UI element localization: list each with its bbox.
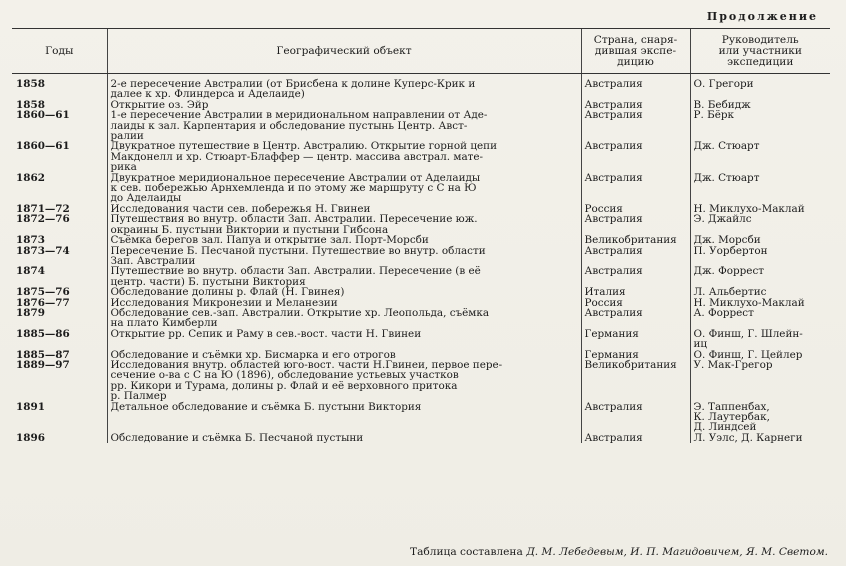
cell-leader: Дж. Стюарт bbox=[690, 173, 830, 204]
cell-leader: П. Уорбертон bbox=[690, 246, 830, 267]
cell-leader: О. Финш, Г. Цейлер bbox=[690, 350, 830, 360]
expeditions-table bbox=[12, 28, 830, 443]
table-row bbox=[12, 110, 830, 141]
cell-object: Исследования внутр. областей юго-вост. части Н.Гвинеи, первое пере- сечение о-ва с С на Ю (1896), обследование устьевых участков рр. Кикори и Турама, долины р. Флай и её верховного притока р. Палмер bbox=[107, 360, 581, 402]
cell-leader: Дж. Форрест bbox=[690, 266, 830, 287]
table-row bbox=[12, 329, 830, 350]
cell-object: 2-е пересечение Австралии (от Брисбена к долине Куперс-Крик и далее к хр. Флиндерса и Аделаиде) bbox=[107, 74, 581, 100]
cell-leader: Н. Миклухо-Маклай bbox=[690, 204, 830, 214]
table-row bbox=[12, 360, 830, 402]
table-row bbox=[12, 308, 830, 329]
cell-year: 1858 bbox=[16, 78, 45, 90]
header-object: Географический объект bbox=[107, 29, 581, 74]
cell-year: 1889—97 bbox=[16, 358, 70, 371]
cell-object: Детальное обследование и съёмка Б. пустыни Виктория bbox=[107, 402, 581, 433]
table-footer bbox=[410, 546, 828, 558]
cell-year: 1876—77 bbox=[16, 296, 70, 309]
cell-country: Австралия bbox=[581, 74, 690, 100]
cell-leader: А. Форрест bbox=[690, 308, 830, 329]
cell-object: Открытие рр. Сепик и Раму в сев.-вост. части Н. Гвинеи bbox=[107, 329, 581, 350]
cell-leader: У. Мак-Грегор bbox=[690, 360, 830, 402]
cell-country: Россия bbox=[581, 298, 690, 308]
cell-object: Пересечение Б. Песчаной пустыни. Путешествие во внутр. области Зап. Австралии bbox=[107, 246, 581, 267]
cell-object: Обследование долины р. Флай (Н. Гвинея) bbox=[107, 287, 581, 297]
cell-year: 1885—87 bbox=[16, 348, 70, 361]
cell-object: 1-е пересечение Австралии в меридиональном направлении от Аде- лаиды к зал. Карпентария и обследование пустынь Центр. Авст- ралии bbox=[107, 110, 581, 141]
cell-object: Обследование и съёмка Б. Песчаной пустыни bbox=[107, 433, 581, 443]
cell-object: Путешествия во внутр. области Зап. Австралии. Пересечение юж. окраины Б. пустыни Виктории и пустыни Гибсона bbox=[107, 214, 581, 235]
cell-object: Съёмка берегов зал. Папуа и открытие зал. Порт-Морсби bbox=[107, 235, 581, 245]
cell-leader: Л. Уэлс, Д. Карнеги bbox=[690, 433, 830, 443]
cell-year: 1873 bbox=[16, 234, 45, 247]
cell-country: Австралия bbox=[581, 110, 690, 141]
cell-leader: Л. Альбертис bbox=[690, 287, 830, 297]
cell-country: Австралия bbox=[581, 214, 690, 235]
table-body bbox=[12, 74, 830, 444]
cell-year: 1891 bbox=[16, 400, 45, 413]
table-row bbox=[12, 141, 830, 172]
table-row bbox=[12, 235, 830, 245]
cell-object: Исследования Микронезии и Меланезии bbox=[107, 298, 581, 308]
table-row bbox=[12, 402, 830, 433]
cell-leader: О. Грегори bbox=[690, 74, 830, 100]
header-leader: Руководитель или участники экспедиции bbox=[690, 29, 830, 74]
table-row bbox=[12, 173, 830, 204]
cell-country: Великобритания bbox=[581, 360, 690, 402]
cell-year: 1873—74 bbox=[16, 244, 70, 257]
cell-country: Австралия bbox=[581, 246, 690, 267]
table-row bbox=[12, 266, 830, 287]
table-row bbox=[12, 433, 830, 443]
table-row bbox=[12, 74, 830, 100]
header-years: Годы bbox=[12, 29, 107, 74]
table-row bbox=[12, 246, 830, 267]
cell-object: Обследование сев.-зап. Австралии. Открытие хр. Леопольда, съёмка на плато Кимберли bbox=[107, 308, 581, 329]
cell-country: Австралия bbox=[581, 433, 690, 443]
cell-country: Австралия bbox=[581, 402, 690, 433]
cell-leader: Дж. Морсби bbox=[690, 235, 830, 245]
cell-year: 1872—76 bbox=[16, 213, 70, 226]
cell-object: Открытие оз. Эйр bbox=[107, 100, 581, 110]
cell-year: 1874 bbox=[16, 265, 45, 278]
cell-leader: Р. Бёрк bbox=[690, 110, 830, 141]
cell-leader: Э. Таппенбах, К. Лаутербак, Д. Линдсей bbox=[690, 402, 830, 433]
continuation-label: Продолжение bbox=[706, 10, 818, 23]
cell-year: 1860—61 bbox=[16, 109, 70, 122]
cell-object: Двукратное путешествие в Центр. Австралию. Открытие горной цепи Макдонелл и хр. Стюарт-Блаффер — центр. массива австрал. мате- рика bbox=[107, 141, 581, 172]
cell-leader: Дж. Стюарт bbox=[690, 141, 830, 172]
cell-country: Австралия bbox=[581, 173, 690, 204]
table-row bbox=[12, 214, 830, 235]
header-country: Страна, снаря- дившая экспе- дицию bbox=[581, 29, 690, 74]
cell-country: Россия bbox=[581, 204, 690, 214]
cell-country: Германия bbox=[581, 350, 690, 360]
footer-prefix: Таблица составлена bbox=[410, 546, 527, 558]
cell-year: 1875—76 bbox=[16, 286, 70, 299]
table-row bbox=[12, 287, 830, 297]
cell-year: 1862 bbox=[16, 171, 45, 184]
cell-year: 1896 bbox=[16, 431, 45, 444]
cell-object: Обследование и съёмки хр. Бисмарка и его отрогов bbox=[107, 350, 581, 360]
cell-year: 1860—61 bbox=[16, 140, 70, 153]
cell-country: Германия bbox=[581, 329, 690, 350]
cell-leader: О. Финш, Г. Шлейн- иц bbox=[690, 329, 830, 350]
cell-object: Двукратное меридиональное пересечение Австралии от Аделаиды к сев. побережью Арнхемленда и по этому же маршруту с С на Ю до Аделаиды bbox=[107, 173, 581, 204]
footer-authors: Д. М. Лебедевым, И. П. Магидовичем, Я. М. Светом. bbox=[526, 546, 828, 558]
cell-country: Италия bbox=[581, 287, 690, 297]
cell-country: Австралия bbox=[581, 308, 690, 329]
cell-country: Австралия bbox=[581, 141, 690, 172]
cell-year: 1885—86 bbox=[16, 327, 70, 340]
cell-year: 1879 bbox=[16, 306, 45, 319]
cell-object: Путешествие во внутр. области Зап. Австралии. Пересечение (в её центр. части) Б. пустыни Виктория bbox=[107, 266, 581, 287]
cell-leader: Н. Миклухо-Маклай bbox=[690, 298, 830, 308]
cell-year: 1871—72 bbox=[16, 202, 70, 215]
cell-country: Великобритания bbox=[581, 235, 690, 245]
cell-leader: В. Бебидж bbox=[690, 100, 830, 110]
cell-country: Австралия bbox=[581, 100, 690, 110]
cell-year: 1858 bbox=[16, 98, 45, 111]
cell-object: Исследования части сев. побережья Н. Гвинеи bbox=[107, 204, 581, 214]
table-header bbox=[12, 29, 830, 74]
cell-country: Австралия bbox=[581, 266, 690, 287]
cell-leader: Э. Джайлс bbox=[690, 214, 830, 235]
